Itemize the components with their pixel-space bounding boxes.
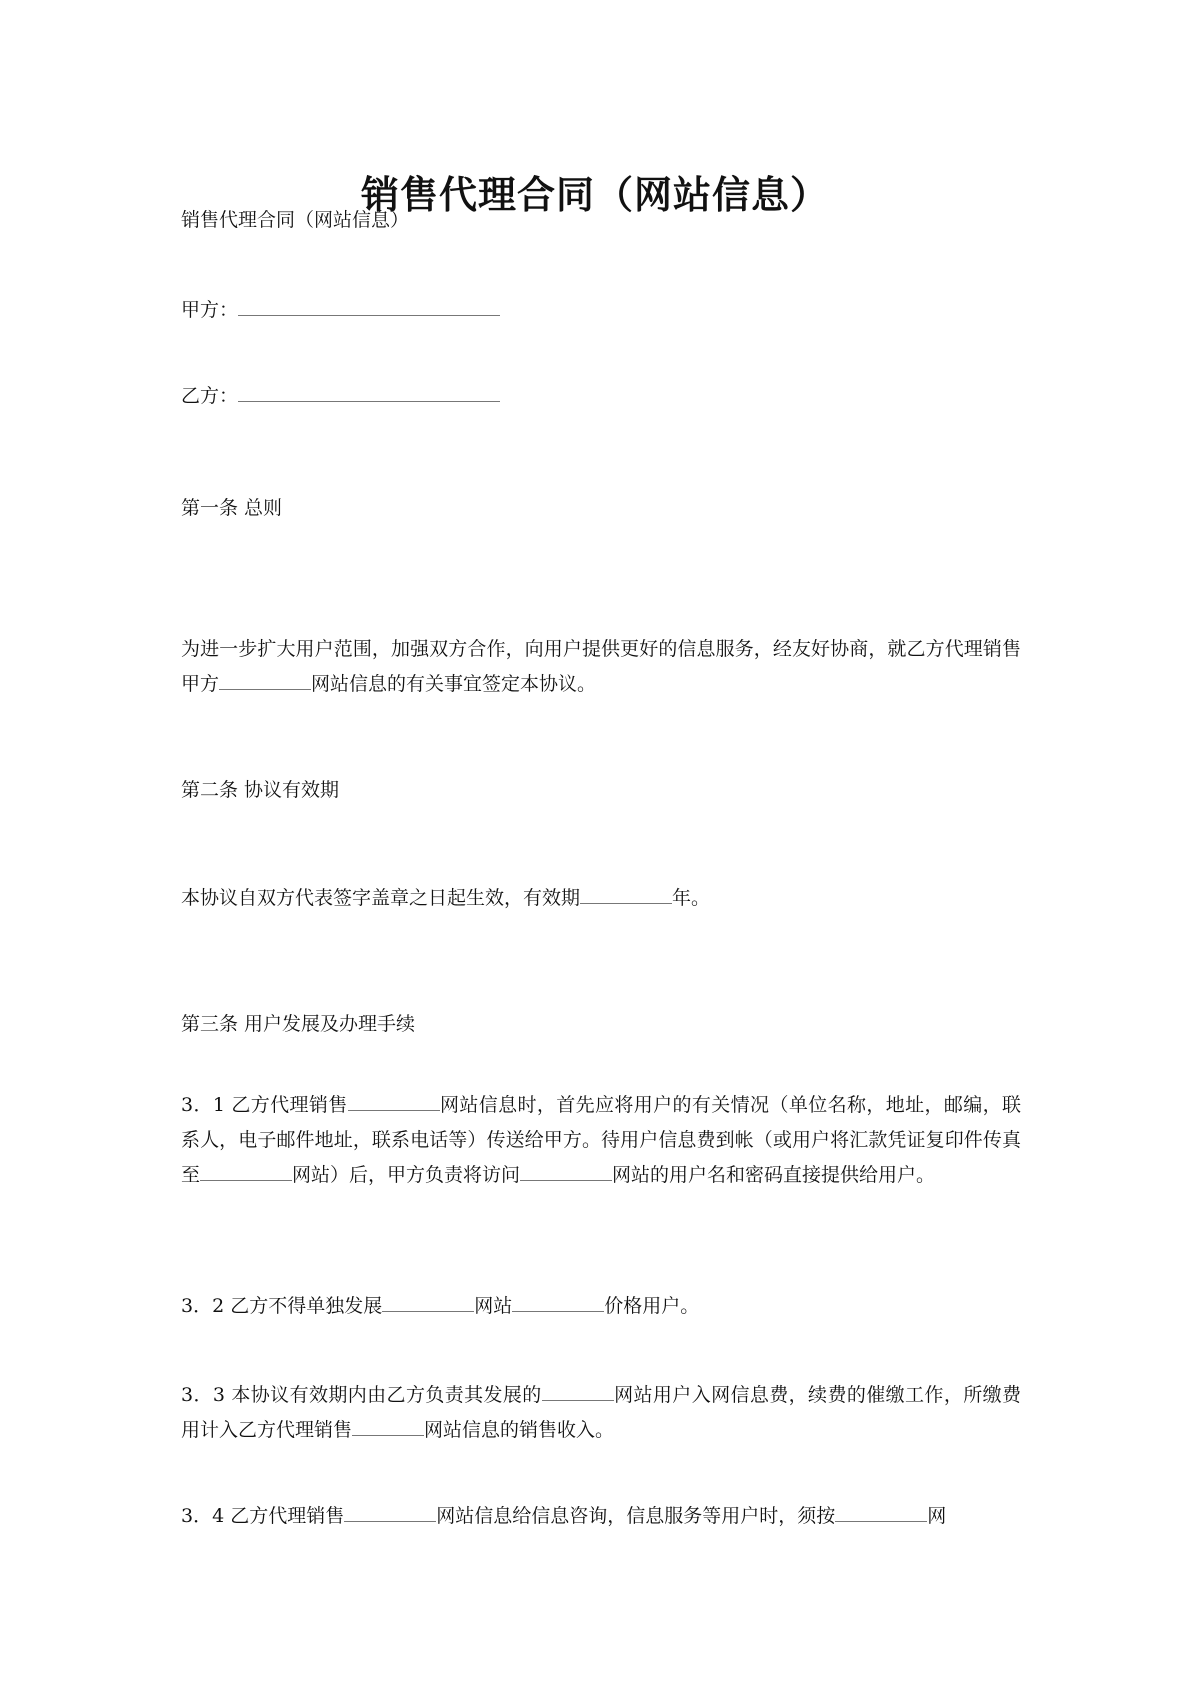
- document-title: 销售代理合同（网站信息）: [360, 173, 829, 217]
- clause-3-3: 3．3 本协议有效期内由乙方负责其发展的 网站用户入网信息费，续费的催缴工作，所缴费用计入乙方代理销售 网站信息的销售收入。: [181, 1378, 1021, 1448]
- article-1-paragraph: 为进一步扩大用户范围，加强双方合作，向用户提供更好的信息服务，经友好协商，就乙方代理销售甲方 网站信息的有关事宜签定本协议。: [181, 638, 1021, 695]
- article-2-heading: 第二条 协议有效期: [181, 779, 340, 801]
- clause-3-3-blank-1[interactable]: [542, 1380, 614, 1401]
- clause-3-1-blank-1[interactable]: [348, 1090, 440, 1111]
- article-1-heading: 第一条 总则: [181, 497, 283, 519]
- clause-3-3-blank-2[interactable]: [352, 1415, 424, 1436]
- party-a-label: 甲方：: [181, 299, 239, 321]
- clause-3-2-blank-2[interactable]: [512, 1291, 604, 1312]
- clause-3-1-blank-3[interactable]: [520, 1160, 612, 1181]
- clause-3-1-blank-2[interactable]: [200, 1160, 292, 1181]
- document-subtitle: 销售代理合同（网站信息）: [181, 209, 410, 231]
- party-a-field: [181, 294, 500, 326]
- article-3-heading: 第三条 用户发展及办理手续: [181, 1013, 416, 1035]
- clause-3-4: 3．4 乙方代理销售 网站信息给信息咨询，信息服务等用户时，须按 网: [181, 1500, 946, 1532]
- clause-3-4-blank-1[interactable]: [344, 1501, 436, 1522]
- party-b-label: 乙方：: [181, 385, 239, 407]
- validity-years-blank[interactable]: [580, 883, 672, 904]
- clause-3-2: 3．2 乙方不得单独发展 网站 价格用户。: [181, 1290, 699, 1322]
- article-2-paragraph: 本协议自双方代表签字盖章之日起生效，有效期 年。: [181, 882, 710, 914]
- party-b-field: [181, 380, 500, 412]
- website-name-blank[interactable]: [219, 669, 311, 690]
- party-a-blank[interactable]: [238, 295, 500, 316]
- clause-3-1: 3．1 乙方代理销售 网站信息时，首先应将用户的有关情况（单位名称，地址，邮编，联系人，电子邮件地址，联系电话等）传送给甲方。待用户信息费到帐（或用户将汇款凭证复印件传真至 网站）后，甲方负责将访问 网站的用户名和密码直接提供给用户。: [181, 1088, 1021, 1193]
- clause-3-4-blank-2[interactable]: [835, 1501, 927, 1522]
- party-b-blank[interactable]: [238, 381, 500, 402]
- clause-3-2-blank-1[interactable]: [382, 1291, 474, 1312]
